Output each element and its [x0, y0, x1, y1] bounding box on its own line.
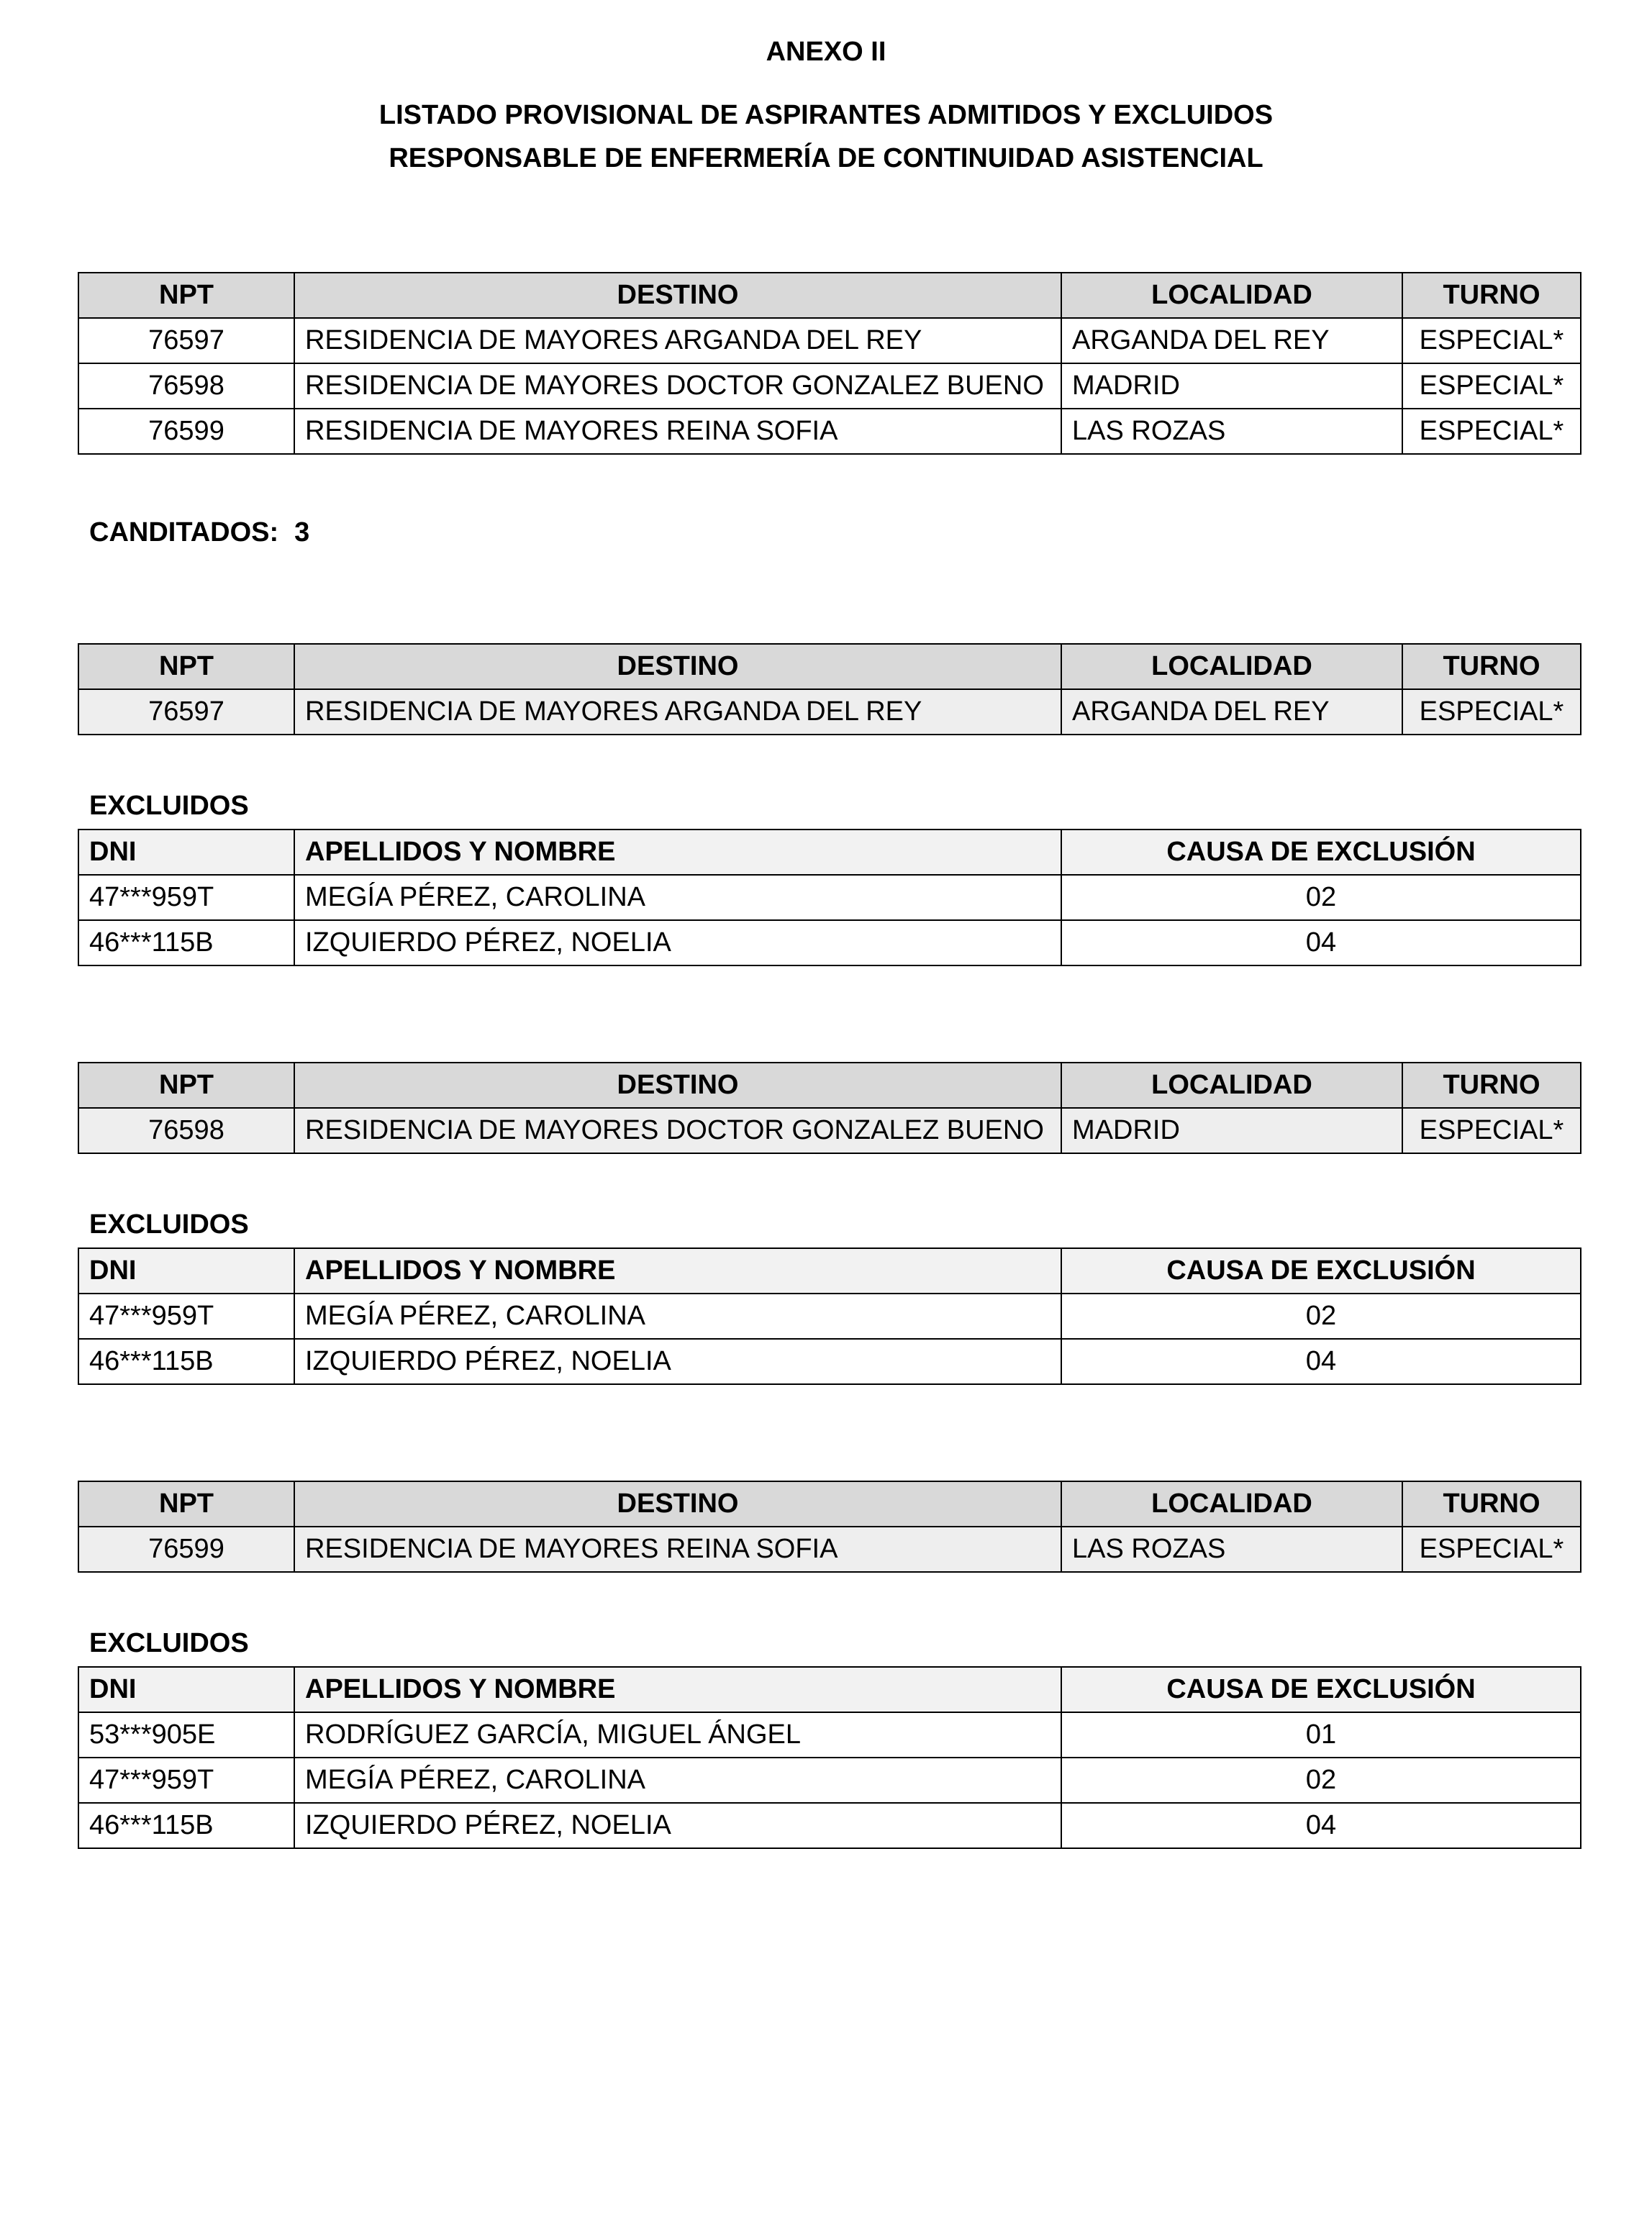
candidates-number: 3: [294, 517, 310, 547]
table-row: [78, 689, 1581, 735]
nombre-cell: IZQUIERDO PÉREZ, NOELIA: [294, 920, 1061, 965]
excluded-label: EXCLUIDOS: [89, 1628, 249, 1658]
document-title: LISTADO PROVISIONAL DE ASPIRANTES ADMITIDOS Y EXCLUIDOS: [378, 100, 1274, 130]
document-subtitle: RESPONSABLE DE ENFERMERÍA DE CONTINUIDAD ASISTENCIAL: [389, 143, 1263, 173]
causa-cell: 04: [1061, 1339, 1581, 1384]
table-header-row: [78, 273, 1581, 318]
destination-table-76598: [78, 1062, 1581, 1154]
col-header-npt: NPT: [78, 1481, 294, 1527]
table-row: [78, 920, 1581, 965]
destino-cell: RESIDENCIA DE MAYORES ARGANDA DEL REY: [294, 318, 1061, 363]
npt-cell: 76599: [78, 409, 294, 454]
nombre-cell: MEGÍA PÉREZ, CAROLINA: [294, 1294, 1061, 1339]
destination-table-76597: [78, 643, 1581, 735]
turno-cell: ESPECIAL*: [1402, 689, 1581, 735]
table-row: [78, 1803, 1581, 1848]
dni-cell: 46***115B: [78, 920, 294, 965]
table-row: [78, 363, 1581, 409]
table-header-row: [78, 1481, 1581, 1527]
nombre-cell: MEGÍA PÉREZ, CAROLINA: [294, 875, 1061, 920]
col-header-nombre: APELLIDOS Y NOMBRE: [294, 1667, 1061, 1712]
localidad-cell: LAS ROZAS: [1061, 1527, 1402, 1572]
destino-cell: RESIDENCIA DE MAYORES DOCTOR GONZALEZ BUENO: [294, 1108, 1061, 1153]
col-header-turno: TURNO: [1402, 644, 1581, 689]
destino-cell: RESIDENCIA DE MAYORES REINA SOFIA: [294, 409, 1061, 454]
table-header-row: [78, 1063, 1581, 1108]
col-header-destino: DESTINO: [294, 644, 1061, 689]
excluded-table-76597: [78, 829, 1581, 966]
destino-cell: RESIDENCIA DE MAYORES ARGANDA DEL REY: [294, 689, 1061, 735]
table-header-row: [78, 644, 1581, 689]
causa-cell: 01: [1061, 1712, 1581, 1758]
col-header-localidad: LOCALIDAD: [1061, 644, 1402, 689]
col-header-localidad: LOCALIDAD: [1061, 273, 1402, 318]
dni-cell: 47***959T: [78, 875, 294, 920]
table-header-row: [78, 1248, 1581, 1294]
table-row: [78, 1527, 1581, 1572]
localidad-cell: ARGANDA DEL REY: [1061, 318, 1402, 363]
nombre-cell: RODRÍGUEZ GARCÍA, MIGUEL ÁNGEL: [294, 1712, 1061, 1758]
col-header-causa: CAUSA DE EXCLUSIÓN: [1061, 1248, 1581, 1294]
nombre-cell: IZQUIERDO PÉREZ, NOELIA: [294, 1803, 1061, 1848]
table-row: [78, 409, 1581, 454]
table-row: [78, 1339, 1581, 1384]
candidates-label: CANDITADOS:: [89, 517, 279, 547]
npt-cell: 76597: [78, 689, 294, 735]
localidad-cell: LAS ROZAS: [1061, 409, 1402, 454]
table-header-row: [78, 1667, 1581, 1712]
col-header-npt: NPT: [78, 1063, 294, 1108]
table-row: [78, 318, 1581, 363]
col-header-nombre: APELLIDOS Y NOMBRE: [294, 1248, 1061, 1294]
npt-cell: 76598: [78, 363, 294, 409]
turno-cell: ESPECIAL*: [1402, 318, 1581, 363]
causa-cell: 04: [1061, 920, 1581, 965]
turno-cell: ESPECIAL*: [1402, 1527, 1581, 1572]
dni-cell: 46***115B: [78, 1803, 294, 1848]
dni-cell: 53***905E: [78, 1712, 294, 1758]
col-header-turno: TURNO: [1402, 1063, 1581, 1108]
destination-table-76599: [78, 1481, 1581, 1573]
turno-cell: ESPECIAL*: [1402, 409, 1581, 454]
turno-cell: ESPECIAL*: [1402, 363, 1581, 409]
excluded-table-76598: [78, 1247, 1581, 1385]
localidad-cell: MADRID: [1061, 1108, 1402, 1153]
table-header-row: [78, 830, 1581, 875]
table-row: [78, 1758, 1581, 1803]
table-row: [78, 1712, 1581, 1758]
col-header-turno: TURNO: [1402, 1481, 1581, 1527]
table-row: [78, 1108, 1581, 1153]
dni-cell: 47***959T: [78, 1758, 294, 1803]
col-header-destino: DESTINO: [294, 1481, 1061, 1527]
npt-cell: 76599: [78, 1527, 294, 1572]
col-header-causa: CAUSA DE EXCLUSIÓN: [1061, 1667, 1581, 1712]
col-header-dni: DNI: [78, 830, 294, 875]
dni-cell: 46***115B: [78, 1339, 294, 1384]
col-header-destino: DESTINO: [294, 1063, 1061, 1108]
table-row: [78, 1294, 1581, 1339]
causa-cell: 02: [1061, 1294, 1581, 1339]
localidad-cell: ARGANDA DEL REY: [1061, 689, 1402, 735]
npt-cell: 76598: [78, 1108, 294, 1153]
turno-cell: ESPECIAL*: [1402, 1108, 1581, 1153]
summary-destinations-table: [78, 272, 1581, 455]
col-header-npt: NPT: [78, 644, 294, 689]
col-header-causa: CAUSA DE EXCLUSIÓN: [1061, 830, 1581, 875]
col-header-destino: DESTINO: [294, 273, 1061, 318]
col-header-dni: DNI: [78, 1248, 294, 1294]
col-header-turno: TURNO: [1402, 273, 1581, 318]
nombre-cell: MEGÍA PÉREZ, CAROLINA: [294, 1758, 1061, 1803]
localidad-cell: MADRID: [1061, 363, 1402, 409]
excluded-table-76599: [78, 1666, 1581, 1849]
col-header-localidad: LOCALIDAD: [1061, 1481, 1402, 1527]
col-header-nombre: APELLIDOS Y NOMBRE: [294, 830, 1061, 875]
nombre-cell: IZQUIERDO PÉREZ, NOELIA: [294, 1339, 1061, 1384]
excluded-label: EXCLUIDOS: [89, 1209, 249, 1240]
col-header-dni: DNI: [78, 1667, 294, 1712]
destino-cell: RESIDENCIA DE MAYORES DOCTOR GONZALEZ BUENO: [294, 363, 1061, 409]
causa-cell: 02: [1061, 1758, 1581, 1803]
excluded-label: EXCLUIDOS: [89, 791, 249, 821]
causa-cell: 02: [1061, 875, 1581, 920]
candidates-count: [89, 517, 309, 548]
col-header-localidad: LOCALIDAD: [1061, 1063, 1402, 1108]
causa-cell: 04: [1061, 1803, 1581, 1848]
dni-cell: 47***959T: [78, 1294, 294, 1339]
destino-cell: RESIDENCIA DE MAYORES REINA SOFIA: [294, 1527, 1061, 1572]
npt-cell: 76597: [78, 318, 294, 363]
table-row: [78, 875, 1581, 920]
col-header-npt: NPT: [78, 273, 294, 318]
annex-heading: ANEXO II: [766, 37, 886, 67]
